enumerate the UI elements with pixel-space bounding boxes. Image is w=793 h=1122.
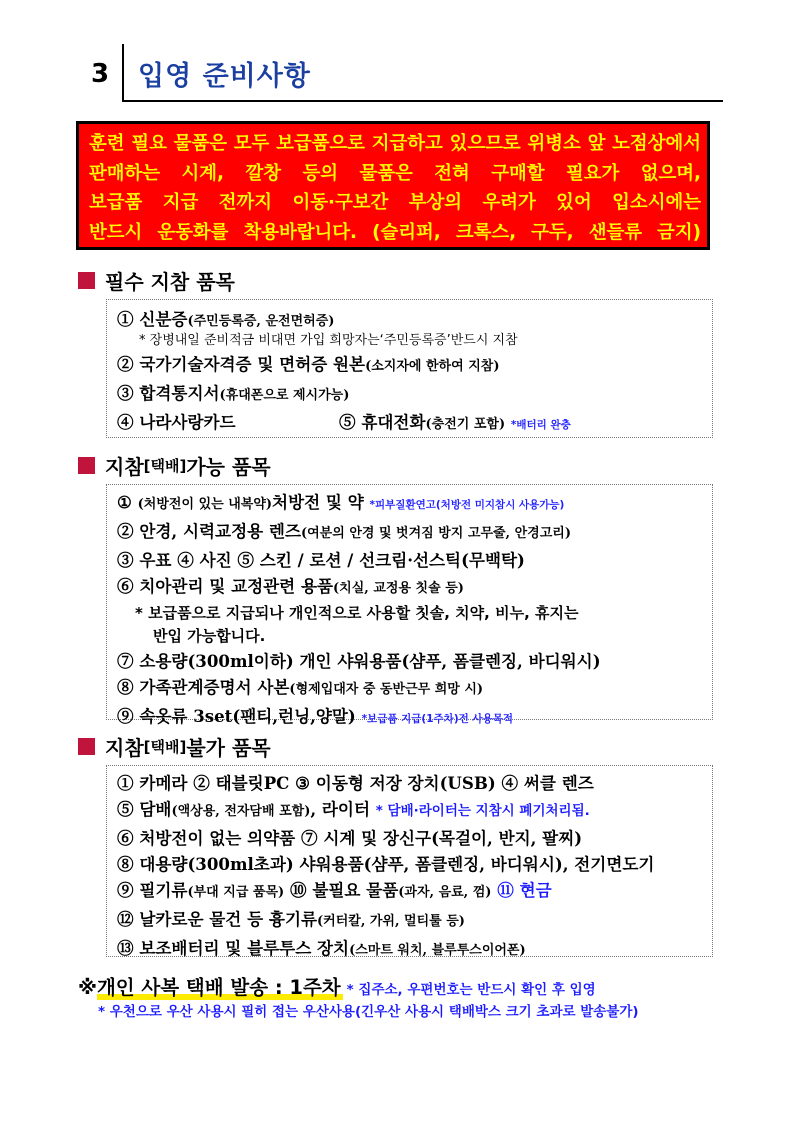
optional-heading [78, 450, 271, 480]
item-sub: (충전기 포함) [425, 417, 506, 432]
required-heading [78, 265, 235, 295]
item-sub: (소지자에 한하여 지참) [365, 359, 500, 374]
required-box [106, 299, 713, 438]
square-bullet-icon [78, 738, 95, 755]
item-sub: (커터칼, 가위, 멀티툴 등) [317, 914, 465, 929]
list-note: 반입 가능합니다. [153, 627, 266, 645]
item-main: ② 국가기술자격증 및 면허증 원본 [117, 354, 366, 374]
item-sub: (부대 지급 품목) [187, 885, 285, 900]
required-title: 필수 지참 품목 [105, 269, 235, 294]
list-item: ⑧ 대용량(300ml초과) 샤워용품(샴푸, 폼클렌징, 바디워시), 전기면도기 [117, 854, 655, 874]
item-sub: (형제입대자 중 동반근무 희망 시) [289, 682, 484, 697]
item-sub: (처방전이 있는 내복약) [137, 497, 273, 512]
item-note: *보급품 지급(1주차)전 사용목적 [361, 713, 513, 725]
item-sub: (주민등록증, 운전면허증) [187, 314, 335, 329]
item-note: * 담배·라이터는 지참시 폐기처리됨. [375, 803, 590, 819]
list-item: ③ 우표 ④ 사진 ⑤ 스킨 / 로션 / 선크림·선스틱(무백탁) [117, 550, 525, 570]
item-main: 처방전 및 약 [272, 492, 370, 512]
item-main: ⑫ 날카로운 물건 등 흉기류 [117, 909, 317, 929]
item-note: *피부질환연고(처방전 미지참시 사용가능) [369, 499, 565, 511]
list-note: * 보급품으로 지급되나 개인적으로 사용할 칫솔, 치약, 비누, 휴지는 [135, 604, 579, 622]
footer-note-2: * 우천으로 우산 사용시 필히 접는 우산사용(긴우산 사용시 택배박스 크기 초과로 발송불가) [98, 1004, 639, 1020]
warning-box [76, 121, 710, 250]
item-main: ⑬ 보조배터리 및 블루투스 장치 [117, 938, 350, 958]
forbidden-box [106, 765, 713, 957]
list-item [117, 351, 712, 380]
item-main: ① 신분증 [117, 309, 188, 329]
list-item: ⑦ 소용량(300ml이하) 개인 샤워용품(샴푸, 폼클렌징, 바디워시) [117, 651, 601, 671]
optional-box [106, 484, 713, 726]
item-main: ⑤ 휴대전화 [339, 412, 426, 432]
footer-title: 개인 사복 택배 발송 : 1주차 [97, 972, 343, 1000]
list-item [117, 573, 712, 602]
item-sub: (휴대폰으로 제시가능) [219, 388, 350, 403]
list-item: ① 카메라 ② 태블릿PC ③ 이동형 저장 장치(USB) ④ 써클 렌즈 [117, 773, 594, 793]
item-main: ⑨ 속옷류 3set(팬티,런닝,양말) [117, 706, 362, 726]
reference-mark-icon: ※ [78, 976, 97, 999]
optional-title: 지참 [105, 454, 144, 479]
list-item [117, 906, 712, 935]
item-main: ⑨ 필기류 [117, 880, 188, 900]
item-sub: (스마트 워치, 블루투스이어폰) [349, 943, 526, 958]
list-item [117, 796, 712, 825]
forbidden-title-rest: 불가 품목 [186, 735, 271, 760]
list-item [117, 518, 712, 547]
item-note: *배터리 완충 [510, 419, 571, 431]
forbidden-title-tag: [택배] [143, 737, 187, 756]
item-main: ① [117, 492, 138, 512]
item-main-highlight: ⑪ 현금 [491, 880, 552, 900]
section-number: 3 [90, 59, 110, 89]
header-divider [122, 44, 124, 102]
item-main: ② 안경, 시력교정용 렌즈 [117, 521, 301, 541]
list-item: ⑥ 처방전이 없는 의약품 ⑦ 시계 및 장신구(목걸이, 반지, 팔찌) [117, 828, 583, 848]
forbidden-heading [78, 731, 271, 761]
footer-note: * 집주소, 우편번호는 반드시 확인 후 입영 [346, 982, 596, 998]
warning-line: 반드시 운동화를 착용바랍니다. (슬리퍼, 크록스, 구두, 샌들류 금지) [89, 221, 701, 243]
optional-title-rest: 가능 품목 [186, 454, 271, 479]
warning-line: 보급품 지급 전까지 이동·구보간 부상의 우려가 있어 입소시에는 [89, 192, 701, 214]
list-item [117, 703, 712, 732]
item-main: ⑥ 치아관리 및 교정관련 용품 [117, 576, 334, 596]
list-item [117, 380, 712, 409]
item-sub: (과자, 음료, 껌) [398, 885, 492, 900]
item-main: ⑩ 불필요 물품 [284, 880, 399, 900]
section-header [80, 44, 723, 102]
item-main: ⑧ 가족관계증명서 사본 [117, 677, 290, 697]
list-item [117, 409, 712, 438]
warning-line: 훈련 필요 물품은 모두 보급품으로 지급하고 있으므로 위병소 앞 노점상에서 [89, 133, 701, 154]
list-item [117, 935, 712, 964]
forbidden-title: 지참 [105, 735, 144, 760]
item-main: ④ 나라사랑카드 [117, 412, 236, 432]
square-bullet-icon [78, 457, 95, 474]
page-title: 입영 준비사항 [138, 61, 311, 92]
list-item [117, 674, 712, 703]
optional-title-tag: [택배] [143, 456, 187, 475]
list-note: * 장병내일 준비적금 비대면 가입 희망자는‘주민등록증’반드시 지참 [139, 333, 518, 348]
item-main: , 라이터 [310, 799, 376, 819]
square-bullet-icon [78, 272, 95, 289]
item-main: ⑤ 담배 [117, 799, 172, 819]
list-item [117, 489, 712, 518]
header-underline [122, 100, 723, 102]
item-main: ③ 합격통지서 [117, 383, 220, 403]
item-sub: (액상용, 전자담배 포함) [171, 804, 311, 819]
warning-line: 판매하는 시계, 깔창 등의 물품은 전혀 구매할 필요가 없으며, [89, 162, 701, 184]
list-item [117, 877, 712, 906]
item-sub: (여분의 안경 및 벗겨짐 방지 고무줄, 안경고리) [300, 526, 571, 541]
item-sub: (치실, 교정용 칫솔 등) [333, 581, 464, 596]
